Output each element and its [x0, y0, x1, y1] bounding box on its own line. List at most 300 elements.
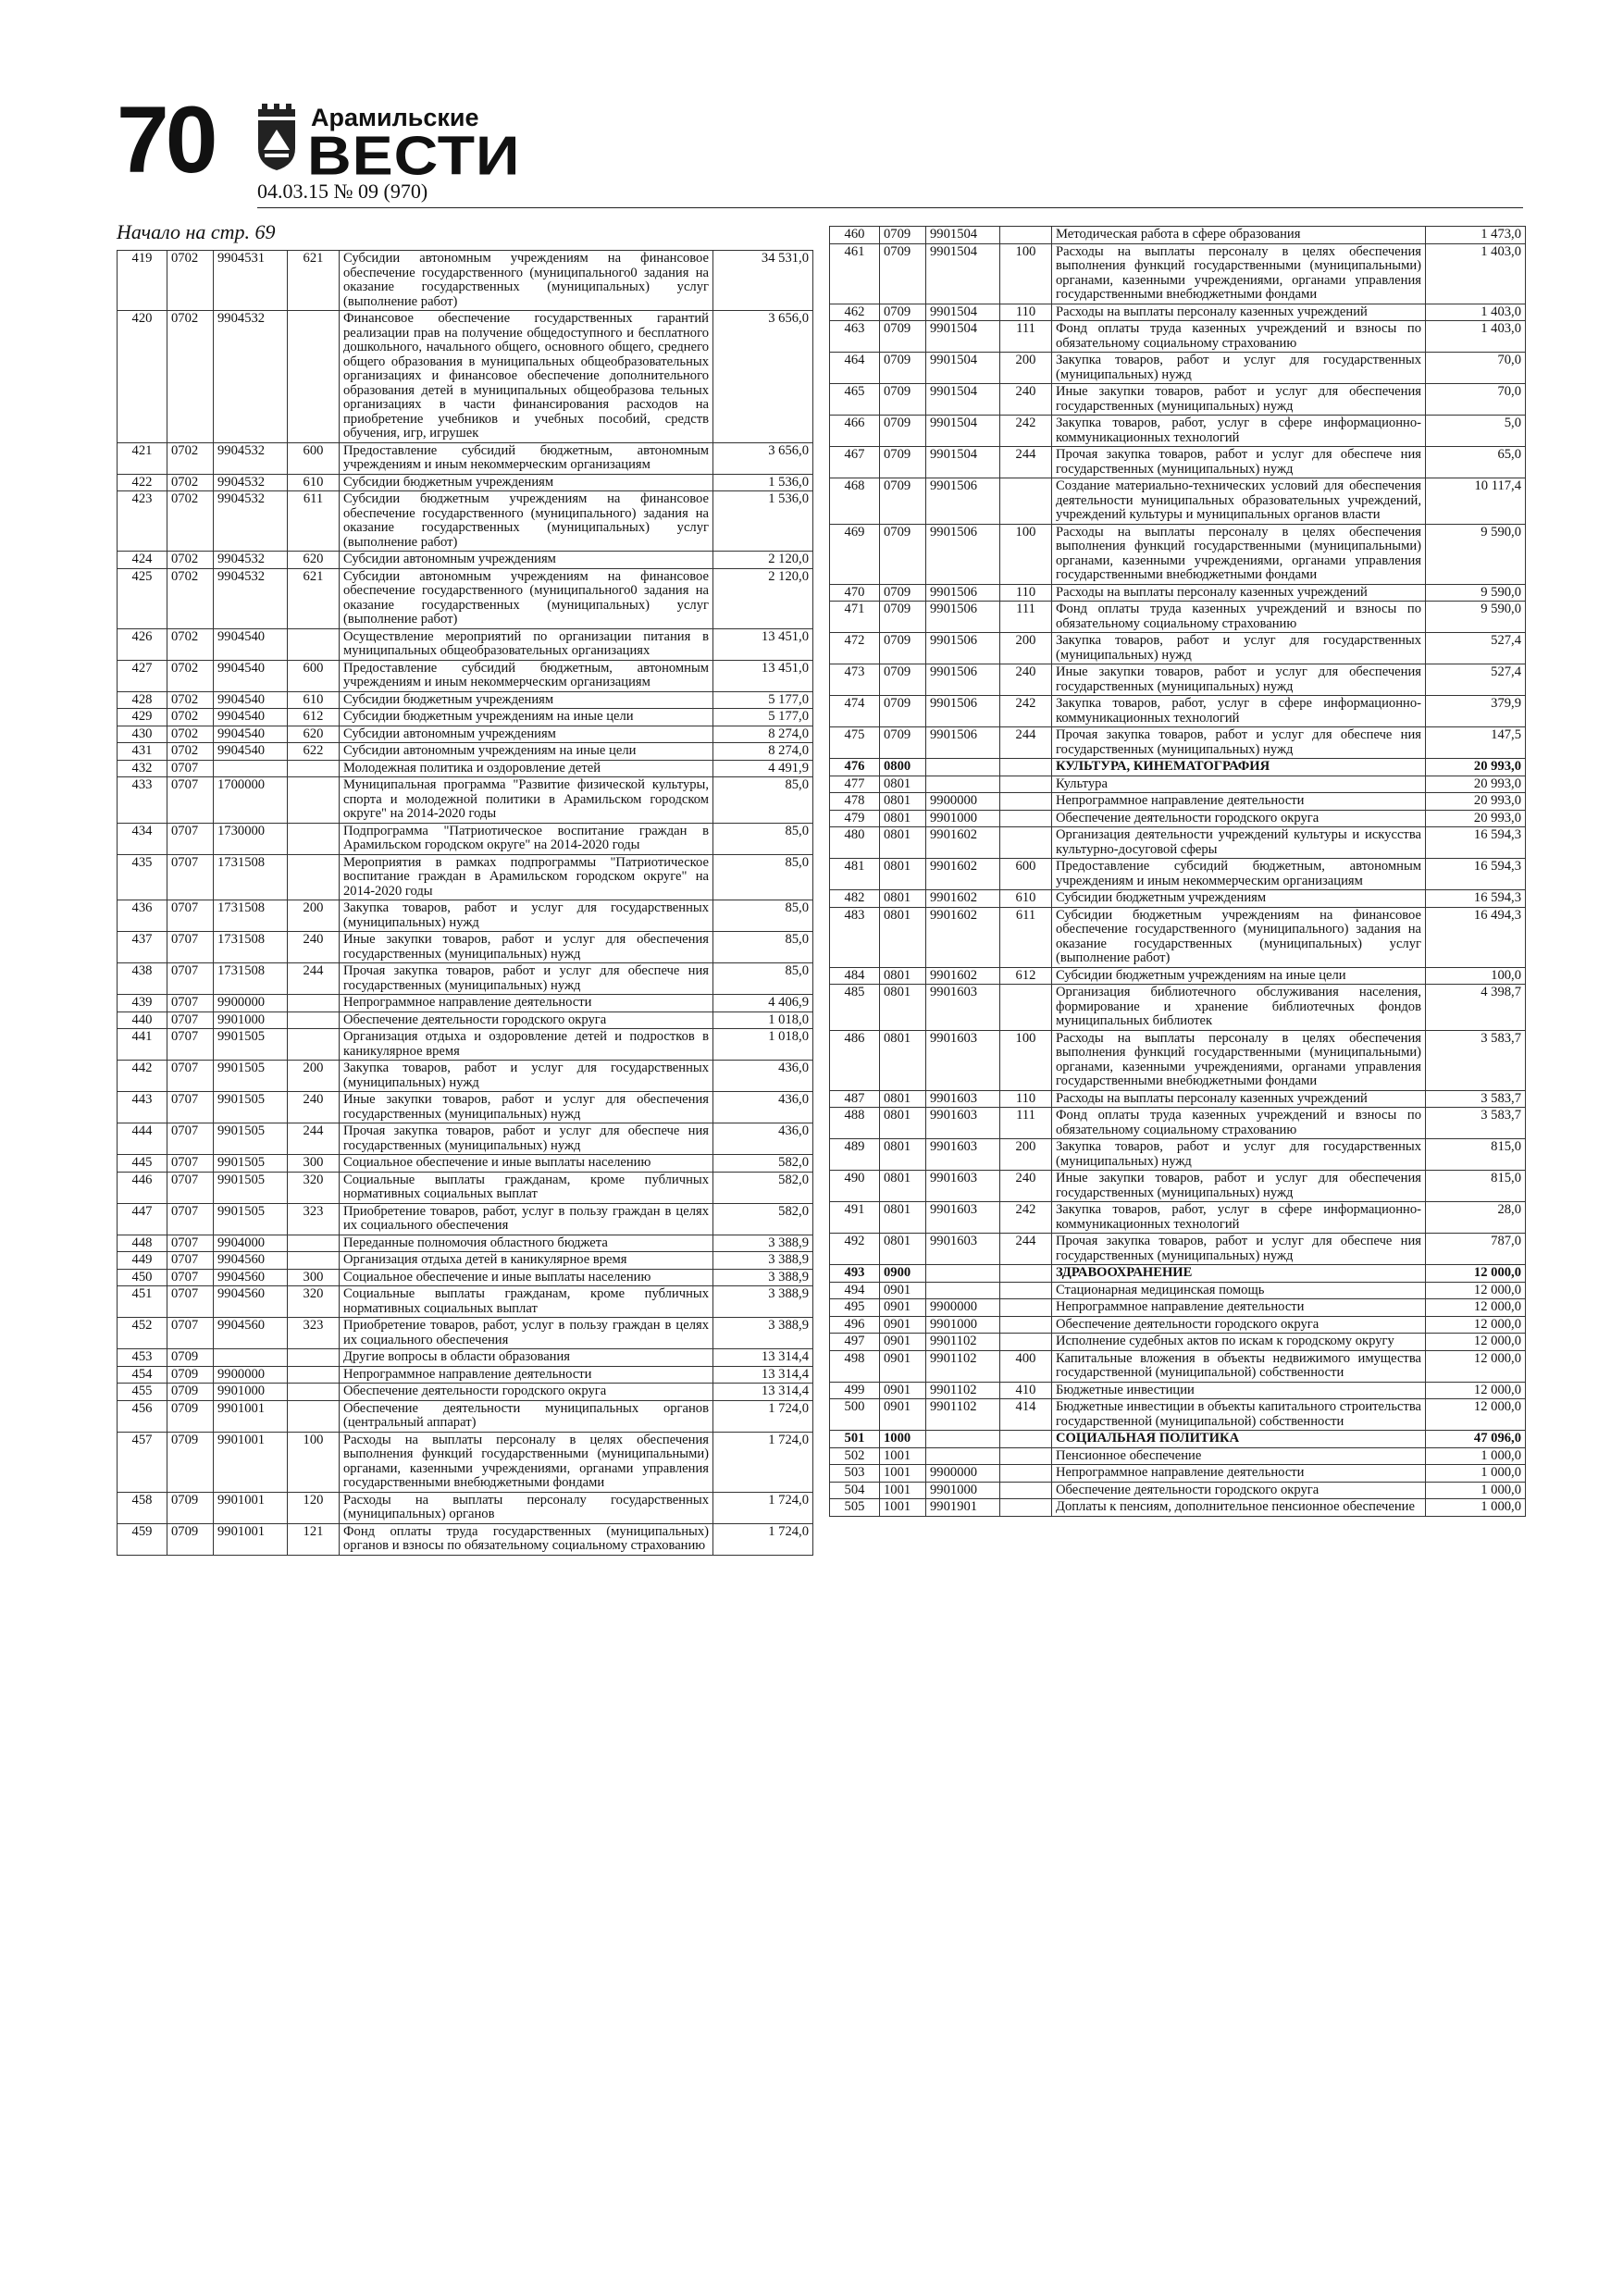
row-number: 489	[830, 1139, 880, 1171]
row-amount: 12 000,0	[1426, 1334, 1526, 1351]
table-row	[118, 1252, 813, 1270]
row-description: Расходы на выплаты персоналу в целях обеспечения выполнения функций государственными (муниципальными) органами, казенными учреждениями, органами управления государственными внебюджетными фондами	[1052, 524, 1426, 584]
row-number: 479	[830, 810, 880, 827]
row-number: 429	[118, 709, 167, 726]
row-number: 458	[118, 1492, 167, 1523]
row-number: 490	[830, 1171, 880, 1202]
target-code: 9901001	[214, 1523, 288, 1555]
expense-type	[1000, 793, 1052, 811]
section-code: 0709	[167, 1384, 214, 1401]
row-amount: 16 594,3	[1426, 859, 1526, 890]
target-code: 9900000	[926, 1465, 1000, 1483]
target-code: 9901603	[926, 1171, 1000, 1202]
row-amount: 3 583,7	[1426, 1030, 1526, 1090]
section-code: 0901	[880, 1299, 926, 1317]
target-code: 9901901	[926, 1499, 1000, 1517]
expense-type: 611	[288, 491, 340, 552]
target-code: 9904540	[214, 628, 288, 660]
row-number: 446	[118, 1172, 167, 1203]
section-code: 0801	[880, 890, 926, 908]
section-code: 0709	[880, 304, 926, 321]
table-row	[830, 1171, 1526, 1202]
row-amount: 12 000,0	[1426, 1316, 1526, 1334]
row-amount: 5 177,0	[713, 691, 813, 709]
target-code: 9901000	[926, 810, 1000, 827]
row-number: 499	[830, 1382, 880, 1399]
target-code	[214, 760, 288, 777]
table-row	[830, 1282, 1526, 1299]
row-amount: 4 398,7	[1426, 985, 1526, 1031]
row-description: Другие вопросы в области образования	[340, 1349, 713, 1367]
expense-type: 111	[1000, 1108, 1052, 1139]
section-code: 0707	[167, 1203, 214, 1235]
expense-type: 100	[1000, 243, 1052, 304]
table-row	[118, 1155, 813, 1173]
target-code: 9904540	[214, 726, 288, 743]
table-row	[118, 726, 813, 743]
expense-type: 244	[1000, 727, 1052, 759]
row-description: Закупка товаров, работ и услуг для государственных (муниципальных) нужд	[1052, 633, 1426, 664]
target-code: 9901504	[926, 243, 1000, 304]
table-row	[118, 854, 813, 900]
row-amount: 582,0	[713, 1155, 813, 1173]
row-amount: 13 451,0	[713, 628, 813, 660]
expense-type: 110	[1000, 1090, 1052, 1108]
row-number: 503	[830, 1465, 880, 1483]
expense-type	[1000, 827, 1052, 859]
expense-type: 610	[1000, 890, 1052, 908]
table-row	[830, 321, 1526, 353]
expense-type	[1000, 1465, 1052, 1483]
table-row	[118, 628, 813, 660]
row-amount: 1 403,0	[1426, 243, 1526, 304]
section-code: 0801	[880, 967, 926, 985]
table-row	[118, 1029, 813, 1061]
section-code: 1000	[880, 1431, 926, 1448]
row-amount: 9 590,0	[1426, 602, 1526, 633]
section-code: 0709	[880, 447, 926, 478]
row-number: 420	[118, 311, 167, 443]
table-row	[830, 416, 1526, 447]
expense-type: 242	[1000, 1202, 1052, 1234]
section-code: 0709	[167, 1432, 214, 1492]
section-code: 0702	[167, 628, 214, 660]
row-number: 435	[118, 854, 167, 900]
table-row	[118, 1432, 813, 1492]
row-number: 424	[118, 552, 167, 569]
target-code: 9901506	[926, 524, 1000, 584]
row-description: Субсидии бюджетным учреждениям	[340, 691, 713, 709]
target-code: 9901505	[214, 1092, 288, 1123]
expense-type: 620	[288, 552, 340, 569]
table-row	[118, 1123, 813, 1155]
row-description: Непрограммное направление деятельности	[1052, 1465, 1426, 1483]
expense-type	[288, 1384, 340, 1401]
row-amount: 10 117,4	[1426, 478, 1526, 525]
row-description: Расходы на выплаты персоналу в целях обеспечения выполнения функций государственными (муниципальными) органами, казенными учреждениями, органами управления государственными внебюджетными фондами	[340, 1432, 713, 1492]
section-code: 0801	[880, 793, 926, 811]
expense-type: 622	[288, 743, 340, 761]
row-description: Иные закупки товаров, работ и услуг для обеспечения государственных (муниципальных) нужд	[340, 932, 713, 963]
target-code: 9901506	[926, 727, 1000, 759]
section-code: 0702	[167, 726, 214, 743]
row-number: 459	[118, 1523, 167, 1555]
target-code: 9901102	[926, 1334, 1000, 1351]
row-description: Обеспечение деятельности городского округа	[340, 1011, 713, 1029]
row-amount: 1 000,0	[1426, 1499, 1526, 1517]
expense-type	[1000, 478, 1052, 525]
target-code: 9900000	[926, 1299, 1000, 1317]
section-code: 0707	[167, 1252, 214, 1270]
target-code: 1731508	[214, 854, 288, 900]
row-number: 450	[118, 1269, 167, 1286]
coat-of-arms-icon	[255, 104, 298, 170]
row-amount: 20 993,0	[1426, 793, 1526, 811]
row-amount: 20 993,0	[1426, 810, 1526, 827]
row-amount: 12 000,0	[1426, 1299, 1526, 1317]
row-amount: 1 724,0	[713, 1400, 813, 1432]
row-amount: 2 120,0	[713, 552, 813, 569]
row-amount: 9 590,0	[1426, 584, 1526, 602]
row-number: 475	[830, 727, 880, 759]
expense-type	[1000, 759, 1052, 776]
row-number: 497	[830, 1334, 880, 1351]
section-code: 0801	[880, 1171, 926, 1202]
table-row	[830, 633, 1526, 664]
expense-type: 240	[288, 932, 340, 963]
expense-type: 200	[288, 900, 340, 932]
section-code: 0709	[167, 1400, 214, 1432]
row-amount: 100,0	[1426, 967, 1526, 985]
target-code: 9904540	[214, 743, 288, 761]
section-code: 0709	[880, 321, 926, 353]
row-number: 423	[118, 491, 167, 552]
section-code: 0702	[167, 568, 214, 628]
row-description: Непрограммное направление деятельности	[1052, 1299, 1426, 1317]
table-row	[830, 1465, 1526, 1483]
row-description: Прочая закупка товаров, работ и услуг для обеспече ния государственных (муниципальных) нужд	[1052, 727, 1426, 759]
row-description: Обеспечение деятельности городского округа	[1052, 1482, 1426, 1499]
target-code: 9901603	[926, 985, 1000, 1031]
row-description: Субсидии бюджетным учреждениям	[340, 474, 713, 491]
row-description: Пенсионное обеспечение	[1052, 1447, 1426, 1465]
row-amount: 16 594,3	[1426, 890, 1526, 908]
table-row	[118, 491, 813, 552]
row-description: Расходы на выплаты персоналу казенных учреждений	[1052, 1090, 1426, 1108]
target-code	[214, 1349, 288, 1367]
row-number: 485	[830, 985, 880, 1031]
row-amount: 5 177,0	[713, 709, 813, 726]
target-code: 9900000	[214, 1366, 288, 1384]
table-row	[118, 823, 813, 854]
expense-type	[288, 1029, 340, 1061]
table-row	[118, 251, 813, 311]
section-code: 0801	[880, 1090, 926, 1108]
row-number: 501	[830, 1431, 880, 1448]
target-code: 9901504	[926, 447, 1000, 478]
section-code: 0801	[880, 1030, 926, 1090]
expense-type	[288, 995, 340, 1012]
row-amount: 3 388,9	[713, 1286, 813, 1318]
expense-type: 100	[1000, 1030, 1052, 1090]
row-number: 474	[830, 696, 880, 727]
table-row	[118, 1523, 813, 1555]
row-amount: 70,0	[1426, 353, 1526, 384]
target-code: 9904540	[214, 709, 288, 726]
row-description: Финансовое обеспечение государственных гарантий реализации прав на получение общедоступного и бесплатного дошкольного, начального общего, основного общего, среднего общего образования в муниципальных общеобразовательных организациях и финансовое обеспечение дополнительного образования детей в муниципальных общеобразова тельных организациях в части финансирования расходов на приобретение учебников и учебных пособий, средств обучения, игр, игрушек	[340, 311, 713, 443]
row-number: 451	[118, 1286, 167, 1318]
row-amount: 3 656,0	[713, 311, 813, 443]
expense-type: 244	[1000, 447, 1052, 478]
expense-type: 242	[1000, 416, 1052, 447]
row-description: Расходы на выплаты персоналу казенных учреждений	[1052, 304, 1426, 321]
row-amount: 12 000,0	[1426, 1382, 1526, 1399]
row-description: Расходы на выплаты персоналу в целях обеспечения выполнения функций государственными (муниципальными) органами, казенными учреждениями, органами управления государственными внебюджетными фондами	[1052, 1030, 1426, 1090]
row-amount: 20 993,0	[1426, 776, 1526, 793]
section-code: 0709	[880, 353, 926, 384]
section-code: 0709	[880, 602, 926, 633]
target-code: 9901505	[214, 1123, 288, 1155]
expense-type: 244	[288, 1123, 340, 1155]
table-row	[830, 447, 1526, 478]
target-code: 9901506	[926, 633, 1000, 664]
row-description: Закупка товаров, работ, услуг в сфере информационно-коммуникационных технологий	[1052, 1202, 1426, 1234]
section-code: 0707	[167, 900, 214, 932]
row-amount: 1 724,0	[713, 1523, 813, 1555]
row-amount: 13 314,4	[713, 1349, 813, 1367]
section-code: 0709	[167, 1366, 214, 1384]
row-amount: 12 000,0	[1426, 1265, 1526, 1283]
section-code: 0709	[880, 664, 926, 696]
row-description: Предоставление субсидий бюджетным, автономным учреждениям и иным некоммерческим организациям	[340, 660, 713, 691]
section-code: 0702	[167, 311, 214, 443]
budget-table-right	[829, 226, 1526, 1517]
target-code: 9904560	[214, 1318, 288, 1349]
expense-type: 240	[1000, 1171, 1052, 1202]
table-row	[830, 696, 1526, 727]
section-code: 0702	[167, 474, 214, 491]
target-code: 9901504	[926, 384, 1000, 416]
row-amount: 436,0	[713, 1061, 813, 1092]
expense-type: 600	[288, 442, 340, 474]
section-code: 1001	[880, 1447, 926, 1465]
expense-type: 200	[1000, 1139, 1052, 1171]
table-row	[118, 932, 813, 963]
table-row	[118, 1366, 813, 1384]
row-number: 455	[118, 1384, 167, 1401]
row-amount: 436,0	[713, 1092, 813, 1123]
expense-type: 240	[288, 1092, 340, 1123]
expense-type: 100	[288, 1432, 340, 1492]
expense-type	[288, 777, 340, 824]
table-row	[118, 1384, 813, 1401]
section-code: 0801	[880, 827, 926, 859]
row-number: 472	[830, 633, 880, 664]
table-row	[118, 777, 813, 824]
row-amount: 3 388,9	[713, 1269, 813, 1286]
row-number: 434	[118, 823, 167, 854]
target-code	[926, 1265, 1000, 1283]
section-code: 1001	[880, 1465, 926, 1483]
expense-type: 611	[1000, 907, 1052, 967]
row-description: Обеспечение деятельности городского округа	[1052, 810, 1426, 827]
section-code: 0702	[167, 442, 214, 474]
expense-type	[288, 1252, 340, 1270]
row-description: Социальные выплаты гражданам, кроме публичных нормативных социальных выплат	[340, 1172, 713, 1203]
target-code: 9901102	[926, 1350, 1000, 1382]
row-description: Расходы на выплаты персоналу государственных (муниципальных) органов	[340, 1492, 713, 1523]
row-description: Создание материально-технических условий для обеспечения деятельности муниципальных образовательных учреждений, учреждений культуры и муниципальных органов власти	[1052, 478, 1426, 525]
row-description: Иные закупки товаров, работ и услуг для обеспечения государственных (муниципальных) нужд	[1052, 384, 1426, 416]
target-code: 9904000	[214, 1235, 288, 1252]
row-amount: 1 000,0	[1426, 1447, 1526, 1465]
expense-type: 320	[288, 1172, 340, 1203]
row-description: Субсидии автономным учреждениям на финансовое обеспечение государственного (муниципального0 задания на оказание государственных (муниципальных) услуг (выполнение работ)	[340, 251, 713, 311]
row-number: 492	[830, 1234, 880, 1265]
section-code: 0901	[880, 1282, 926, 1299]
expense-type: 323	[288, 1203, 340, 1235]
row-amount: 13 314,4	[713, 1384, 813, 1401]
row-description: Субсидии бюджетным учреждениям на иные цели	[1052, 967, 1426, 985]
expense-type: 200	[1000, 353, 1052, 384]
target-code: 9904560	[214, 1252, 288, 1270]
row-amount: 436,0	[713, 1123, 813, 1155]
table-row	[830, 353, 1526, 384]
target-code: 9901505	[214, 1029, 288, 1061]
row-amount: 1 536,0	[713, 491, 813, 552]
section-code: 1001	[880, 1482, 926, 1499]
expense-type: 200	[288, 1061, 340, 1092]
row-number: 438	[118, 963, 167, 995]
target-code: 9901001	[214, 1492, 288, 1523]
row-number: 452	[118, 1318, 167, 1349]
row-amount: 527,4	[1426, 664, 1526, 696]
row-number: 483	[830, 907, 880, 967]
target-code: 9901504	[926, 416, 1000, 447]
expense-type: 244	[288, 963, 340, 995]
expense-type: 240	[1000, 384, 1052, 416]
table-row	[118, 1061, 813, 1092]
row-amount: 1 000,0	[1426, 1465, 1526, 1483]
row-number: 468	[830, 478, 880, 525]
row-description: Молодежная политика и оздоровление детей	[340, 760, 713, 777]
target-code: 9901000	[926, 1482, 1000, 1499]
row-description: Социальное обеспечение и иные выплаты населению	[340, 1155, 713, 1173]
row-amount: 4 491,9	[713, 760, 813, 777]
row-description: Непрограммное направление деятельности	[1052, 793, 1426, 811]
row-amount: 65,0	[1426, 447, 1526, 478]
table-row	[118, 1286, 813, 1318]
row-description: Обеспечение деятельности городского округа	[1052, 1316, 1426, 1334]
table-row	[830, 227, 1526, 244]
section-code: 0707	[167, 932, 214, 963]
target-code: 9901001	[214, 1400, 288, 1432]
row-amount: 13 314,4	[713, 1366, 813, 1384]
expense-type: 610	[288, 691, 340, 709]
target-code	[926, 776, 1000, 793]
row-number: 427	[118, 660, 167, 691]
row-description: Прочая закупка товаров, работ и услуг для обеспече ния государственных (муниципальных) нужд	[1052, 447, 1426, 478]
table-row	[830, 1139, 1526, 1171]
row-description: Непрограммное направление деятельности	[340, 1366, 713, 1384]
row-number: 462	[830, 304, 880, 321]
row-number: 495	[830, 1299, 880, 1317]
row-amount: 3 656,0	[713, 442, 813, 474]
row-number: 470	[830, 584, 880, 602]
row-amount: 4 406,9	[713, 995, 813, 1012]
expense-type: 120	[288, 1492, 340, 1523]
table-row	[118, 709, 813, 726]
section-code: 0707	[167, 1061, 214, 1092]
target-code: 9901602	[926, 890, 1000, 908]
expense-type: 414	[1000, 1399, 1052, 1431]
target-code: 9901603	[926, 1030, 1000, 1090]
row-number: 496	[830, 1316, 880, 1334]
row-description: Методическая работа в сфере образования	[1052, 227, 1426, 244]
table-row	[830, 1030, 1526, 1090]
row-description: Предоставление субсидий бюджетным, автономным учреждениям и иным некоммерческим организациям	[340, 442, 713, 474]
row-description: ЗДРАВООХРАНЕНИЕ	[1052, 1265, 1426, 1283]
row-number: 448	[118, 1235, 167, 1252]
expense-type: 242	[1000, 696, 1052, 727]
brand-name-top: Арамильские	[311, 104, 479, 131]
row-number: 432	[118, 760, 167, 777]
row-amount: 85,0	[713, 963, 813, 995]
section-code: 0801	[880, 1108, 926, 1139]
row-number: 482	[830, 890, 880, 908]
table-row	[830, 810, 1526, 827]
row-description: Закупка товаров, работ и услуг для государственных (муниципальных) нужд	[340, 900, 713, 932]
target-code: 9901506	[926, 664, 1000, 696]
section-code: 0707	[167, 1123, 214, 1155]
section-code: 0707	[167, 995, 214, 1012]
target-code: 9904560	[214, 1286, 288, 1318]
row-number: 465	[830, 384, 880, 416]
table-row	[118, 1269, 813, 1286]
row-description: Субсидии бюджетным учреждениям на финансовое обеспечение государственного (муниципального) задания на оказание государственных (муниципальных) услуг (выполнение работ)	[340, 491, 713, 552]
row-description: Субсидии автономным учреждениям на иные цели	[340, 743, 713, 761]
section-code: 0901	[880, 1334, 926, 1351]
table-row	[118, 552, 813, 569]
section-code: 0901	[880, 1382, 926, 1399]
target-code: 9901504	[926, 321, 1000, 353]
row-description: Субсидии автономным учреждениям на финансовое обеспечение государственного (муниципального0 задания на оказание государственных (муниципальных) услуг (выполнение работ)	[340, 568, 713, 628]
section-code: 0707	[167, 1172, 214, 1203]
expense-type	[1000, 1499, 1052, 1517]
row-number: 439	[118, 995, 167, 1012]
section-code: 0709	[880, 384, 926, 416]
table-row	[118, 743, 813, 761]
section-code: 0709	[880, 633, 926, 664]
row-description: Социальные выплаты гражданам, кроме публичных нормативных социальных выплат	[340, 1286, 713, 1318]
row-amount: 16 494,3	[1426, 907, 1526, 967]
target-code: 9901602	[926, 859, 1000, 890]
table-row	[830, 384, 1526, 416]
target-code: 9904532	[214, 311, 288, 443]
target-code: 9901504	[926, 304, 1000, 321]
table-row	[118, 963, 813, 995]
row-description: Прочая закупка товаров, работ и услуг для обеспече ния государственных (муниципальных) нужд	[1052, 1234, 1426, 1265]
section-code: 0707	[167, 1011, 214, 1029]
row-number: 467	[830, 447, 880, 478]
table-row	[830, 985, 1526, 1031]
row-description: КУЛЬТУРА, КИНЕМАТОГРАФИЯ	[1052, 759, 1426, 776]
row-number: 480	[830, 827, 880, 859]
row-number: 463	[830, 321, 880, 353]
target-code: 9904532	[214, 474, 288, 491]
table-row	[830, 1399, 1526, 1431]
row-amount: 85,0	[713, 854, 813, 900]
